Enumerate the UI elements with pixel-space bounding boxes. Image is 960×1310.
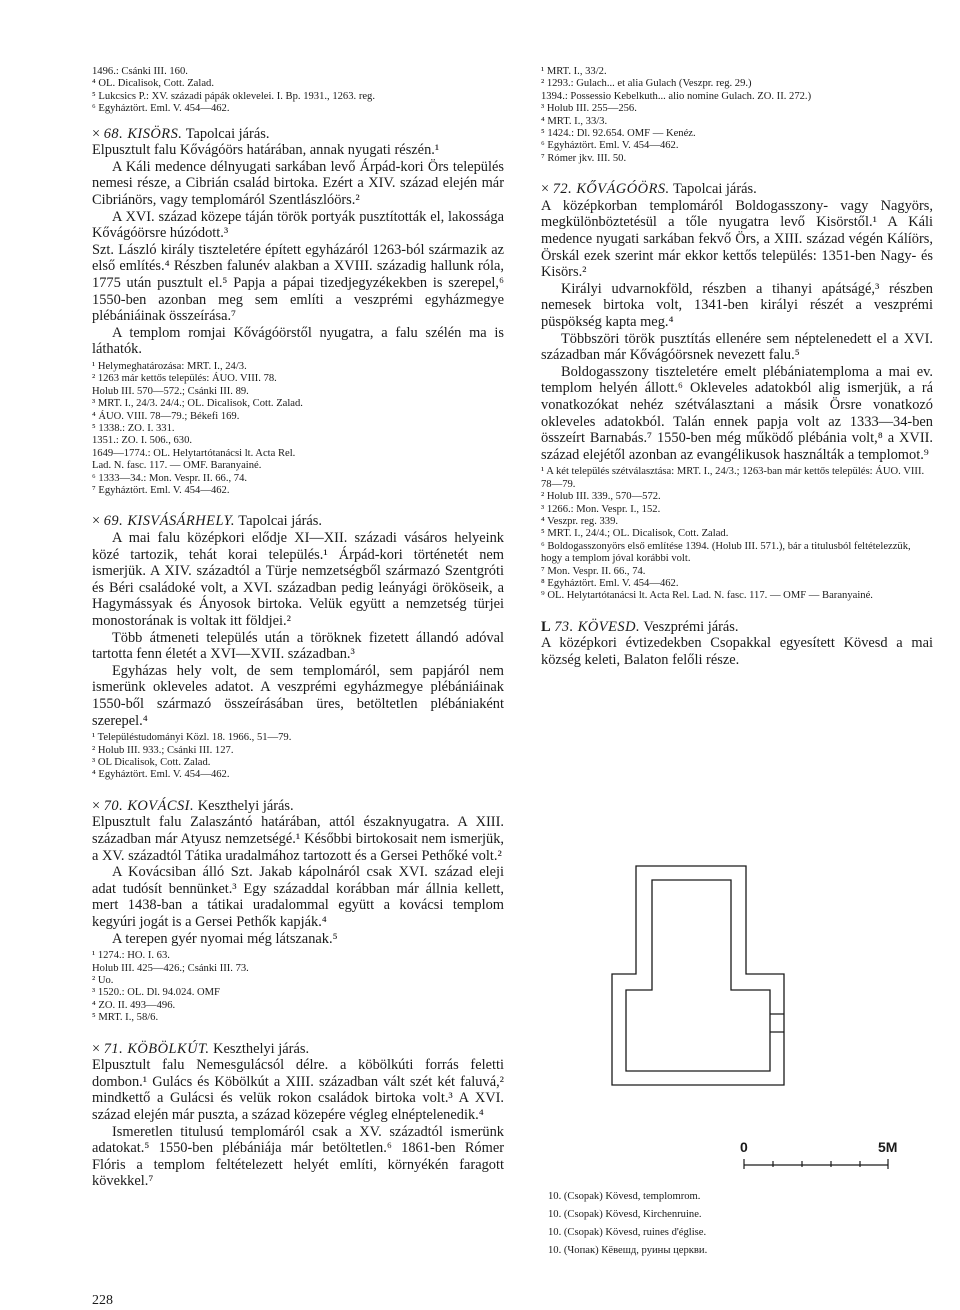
entry-district: Tapolcai járás.	[673, 181, 757, 198]
paragraph: Boldogasszony tiszteletére emelt plébániatemploma a mai ev. templom helyén állott.⁶ Okleveles adatokból alig ismerjük, a rá vonatkozókat nehéz szétválasztani a másik Örsre vonatkozó okleveles adatokból. Talán ennek papja volt az 1333—34-ben összeírt Barnabás.⁷ 1550-ben még működő plébánia volt,⁸ a XVII. század elejétől azonban az evangélikusok használták a templomot.⁹	[541, 363, 933, 463]
entry-district: Keszthelyi járás.	[213, 1040, 310, 1057]
figure-captions	[548, 1188, 707, 1260]
paragraph: A Káli medence délnyugati sarkában levő Árpád-kori Örs település nemesi része, a Cibrián család birtoka. Ezért a XIV. század elején már Cibriánörs, vagy templomáról Szentlászlóörs.²	[92, 158, 504, 208]
paragraph: Királyi udvarnokföld, részben a tihanyi apátságé,³ részben nemesek birtoka volt, 1341-ben királyi részét a veszprémi püspökség kapta meg.⁴	[541, 280, 933, 330]
footnote: ⁴ MRT. I., 33/3.	[541, 115, 608, 127]
scale-start-label: 0	[740, 1139, 748, 1155]
footnote: ³ MRT. I., 24/3. 24/4.; OL. Dicalisok, Cott. Zalad.	[92, 398, 303, 410]
footnote: ² 1263 már kettős település: ÁUO. VIII. 78.	[92, 373, 277, 385]
footnote: ⁴ Veszpr. reg. 339.	[541, 515, 619, 527]
scale-ruler	[738, 1157, 908, 1171]
footnote: ⁶ Boldogasszonyörs első említése 1394. (Holub III. 571.), bár a titulusból feltételezzük, hogy a templom jóval korábbi volt.	[541, 540, 911, 565]
paragraph: Elpusztult falu Nemesgulácsól délre. a köbölkúti forrás feletti dombon.¹ Gulács és Köbölkút a XIII. században vált szét két faluvá,² mindkettő a Gulácsi és velük rokon családok birtoka volt.³ A XVI. század elején már puszta, a század közepére végleg elnéptelenedik.⁴	[92, 1057, 504, 1123]
footnote: ² Holub III. 933.; Csánki III. 127.	[92, 744, 234, 756]
page-number: 228	[92, 1293, 113, 1308]
entry-73	[541, 619, 933, 669]
entry-mark: L	[541, 618, 551, 635]
entry-71	[92, 1041, 504, 1190]
plan-inner-wall	[626, 880, 770, 1071]
footnote: ² 1293.: Gulach... et alia Gulach (Veszpr. reg. 29.)	[541, 78, 752, 90]
footnotes	[541, 466, 933, 602]
paragraph: Ismeretlen titulusú templomáról csak a XV. századtól ismerünk adatokat.⁵ 1550-ben plébániája már betöltetlen.⁶ 1861-ben Rómer Flóris a templom feltételezett helyét említi, környékén faragott kövekkel.⁷	[92, 1123, 504, 1190]
plan-outer-wall	[612, 866, 784, 1085]
footnote: ⁵ MRT. I., 24/4.; OL. Dicalisok, Cott. Zalad.	[541, 528, 729, 540]
footnote: ⁵ Lukcsics P.: XV. századi pápák oklevelei. I. Bp. 1931., 1263. reg.	[92, 90, 375, 102]
paragraph: A középkorban templomáról Boldogasszony- vagy Nagyörs, megkülönböztetésül a tőle nyugatra levő Kisörstől.¹ A Káli medence nyugati sarkában fekvő Örs, a XIII. század végén Kálíörs, Örskál ezek szerint már ekkor kettős település: 1351-ben Nagy- és Kisörs.²	[541, 197, 933, 281]
entry-mark: ×	[92, 513, 101, 530]
footnote: ¹ A két település szétválasztása: MRT. I., 24/3.; 1263-ban már kettős település: ÁUO. VIII. 78—79.	[541, 466, 925, 490]
entry-title: 70. KOVÁCSI.	[103, 797, 195, 814]
footnote: ⁵ MRT. I., 58/6.	[92, 1012, 159, 1024]
footnote: Holub III. 425—426.; Csánki III. 73.	[92, 962, 249, 974]
plan-doorway	[770, 1014, 784, 1032]
entry-title: 71. KÖBÖLKÚT.	[103, 1040, 210, 1057]
paragraph: Több átmeneti település után a töröknek fizetett állandó adóval tartotta fenn életét a XVI—XVII. században.³	[92, 629, 504, 663]
entry-district: Tapolcai járás.	[185, 125, 270, 142]
footnote: ⁹ OL. Helytartótanácsi lt. Acta Rel. Lad. N. fasc. 117. — OMF — Baranyainé.	[541, 590, 873, 602]
paragraph: A mai falu középkori elődje XI—XII. századi vásáros helyeink közé tartozik, tehát korai település.¹ Árpád-kori történetét nem ismerjük. A XIV. századtól a Türje nemzetségből származó Szentgróti és Béri családoké volt, a XVI. században pedig leányági örököseik, a Hagymássyak és Ányosok birtoka. Velük együtt a nemzetség türjei monostorának is voltak itt földjei.²	[92, 530, 504, 629]
entry-title: 68. KISÖRS.	[103, 125, 183, 142]
caption-russian: 10. (Чопак) Кёвешд, руины церкви.	[548, 1245, 708, 1256]
footnote: ³ 1520.: OL. Dl. 94.024. OMF	[92, 987, 220, 999]
entry-72	[541, 181, 933, 603]
paragraph: A középkori évtizedekben Csopakkal egyesített Kövesd a mai község keleti, Balaton felőli része.	[541, 635, 933, 668]
entry-title: 72. KŐVÁGÓÖRS.	[552, 181, 670, 198]
footnote: Lad. N. fasc. 117. — OMF. Baranyainé.	[92, 460, 262, 472]
footnotes	[92, 361, 504, 497]
scale-bar	[738, 1139, 908, 1177]
footnote: ⁵ 1338.: ZO. I. 331.	[92, 422, 175, 434]
footnote: ⁶ 1333—34.: Mon. Vespr. II. 66., 74.	[92, 472, 248, 484]
footnote: ⁴ ZO. II. 493—496.	[92, 999, 176, 1011]
paragraph: Szt. László király tiszteletére épített egyházáról 1263-ból származik az első említés.⁴ Részben falunév alakban a XVIII. századig hallunk róla, 1775 után pusztult el.⁵ Papja a pápai tizedjegyzékekben is szerepel,⁶ 1550-ben azonban meg sem említi a veszprémi egyházmegye plébániáinak összeírása.⁷	[92, 241, 504, 325]
caption-hungarian: 10. (Csopak) Kövesd, templomrom.	[548, 1191, 701, 1202]
footnote: ⁴ OL. Dicalisok, Cott. Zalad.	[92, 78, 214, 90]
footnote: 1351.: ZO. I. 506., 630.	[92, 435, 193, 447]
paragraph: Többszöri török pusztítás ellenére sem néptelenedett el a XVI. században már Kővágóörsnek nevezett falu.⁵	[541, 330, 933, 364]
entry-heading	[541, 181, 933, 198]
footnote: ³ 1266.: Mon. Vespr. I., 152.	[541, 503, 661, 515]
paragraph: A terepen gyér nyomai még látszanak.⁵	[112, 930, 338, 947]
entry-heading	[541, 619, 933, 636]
paragraph: Elpusztult falu Zalaszántó határában, attól északnyugatra. A XIII. században már Atyusz nemzetségé.¹ Későbbi birtokosait nem ismerjük, a XV. századtól Tátika uradalmához tartozott és a Gersei Pethőké volt.²	[92, 814, 504, 864]
footnote: 1649—1774.: OL. Helytartótanácsi lt. Acta Rel.	[92, 447, 296, 459]
paragraph: Elpusztult falu Kővágóörs határában, annak nyugati részén.¹	[92, 142, 440, 159]
footnote: ⁴ ÁUO. VIII. 78—79.; Békefi 169.	[92, 410, 240, 422]
footnotes	[92, 950, 504, 1024]
caption-french: 10. (Csopak) Kövesd, ruines d'église.	[548, 1227, 707, 1238]
entry-mark: ×	[92, 125, 101, 142]
footnote: ¹ MRT. I., 33/2.	[541, 66, 607, 77]
footnote: 1496.: Csánki III. 160.	[92, 66, 188, 77]
church-ruin-floor-plan	[596, 864, 796, 1089]
entry-district: Keszthelyi járás.	[197, 797, 294, 814]
entry-mark: ×	[541, 181, 550, 198]
footnote: ³ OL Dicalisok, Cott. Zalad.	[92, 756, 211, 768]
footnote: ¹ 1274.: HO. I. 63.	[92, 950, 170, 962]
entry-district: Veszprémi járás.	[643, 618, 739, 635]
scale-end-label: 5M	[878, 1139, 898, 1155]
footnote: ⁶ Egyháztört. Eml. V. 454—462.	[92, 103, 230, 115]
footnote: ¹ Településtudományi Közl. 18. 1966., 51—79.	[92, 732, 292, 744]
entry-69	[92, 513, 504, 781]
entry-heading	[92, 126, 504, 143]
footnote: ³ Holub III. 255—256.	[541, 103, 637, 115]
continued-footnotes	[541, 66, 933, 165]
paragraph: A templom romjai Kővágóörstől nyugatra, a falu szélén ma is láthatók.	[92, 324, 504, 358]
footnote: ¹ Helymeghatározása: MRT. I., 24/3.	[92, 360, 247, 372]
entry-heading	[92, 1041, 504, 1058]
entry-title: 69. KISVÁSÁRHELY.	[103, 513, 235, 530]
footnote: ² Holub III. 339., 570—572.	[541, 491, 661, 503]
caption-german: 10. (Csopak) Kövesd, Kirchenruine.	[548, 1209, 702, 1220]
entry-68	[92, 126, 504, 498]
footnote: ⁴ Egyháztört. Eml. V. 454—462.	[92, 769, 230, 781]
paragraph: Egyházas hely volt, de sem templomáról, sem papjáról nem ismerünk okleveles adatot. A veszprémi egyházmegye plébániáinak 1550-ből származó összeírásában üres, betöltetlen plébániaként szerepel.⁴	[92, 662, 504, 729]
entry-70	[92, 798, 504, 1025]
footnote: ² Uo.	[92, 974, 114, 986]
footnote: 1394.: Possessio Kebelkuth... alio nomine Gulach. ZO. II. 272.)	[541, 90, 812, 102]
footnote: Holub III. 570—572.; Csánki III. 89.	[92, 385, 249, 397]
entry-district: Tapolcai járás.	[238, 513, 322, 530]
footnote: ⁸ Egyháztört. Eml. V. 454—462.	[541, 578, 679, 589]
footnote: ⁷ Mon. Vespr. II. 66., 74.	[541, 565, 646, 577]
entry-heading	[92, 798, 504, 815]
paragraph: A Kovácsiban álló Szt. Jakab kápolnáról csak XVI. század eleji adat tudósít bennünket.³ Egy századdal korábban már állnia kellett, mert 1438-ban a tátikai uradalommal együtt a kovácsi templom kegyúri jogát is a Gersei Pethők kapják.⁴	[92, 864, 504, 930]
footnote: ⁷ Egyháztört. Eml. V. 454—462.	[92, 485, 230, 496]
entry-title: 73. KÖVESD.	[554, 618, 641, 635]
continued-footnotes	[92, 66, 504, 116]
entry-mark: ×	[92, 797, 101, 814]
footnote: ⁷ Rómer jkv. III. 50.	[541, 152, 627, 164]
footnote: ⁶ Egyháztört. Eml. V. 454—462.	[541, 140, 679, 152]
footnotes	[92, 732, 504, 782]
paragraph: A XVI. század közepe táján török portyák pusztították el, lakossága Kővágóörsre húzódott.³	[92, 208, 504, 242]
entry-heading	[92, 513, 504, 530]
right-column	[541, 66, 933, 669]
footnote: ⁵ 1424.: Dl. 92.654. OMF — Kenéz.	[541, 128, 696, 140]
left-column	[92, 66, 504, 1190]
entry-mark: ×	[92, 1040, 101, 1057]
